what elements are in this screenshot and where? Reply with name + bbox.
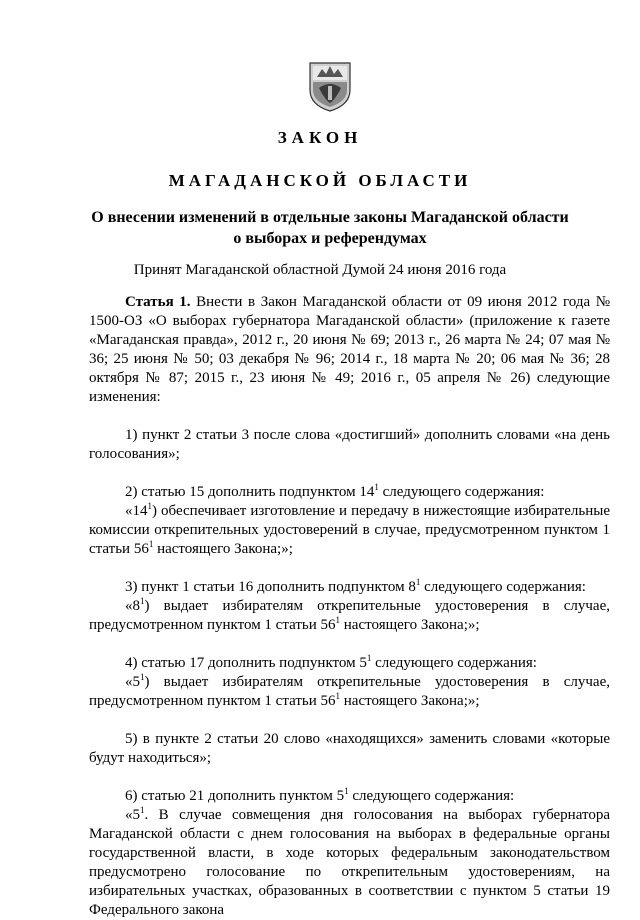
- region-heading: МАГАДАНСКОЙ ОБЛАСТИ: [168, 171, 472, 190]
- article-label: Статья 1.: [125, 294, 191, 310]
- law-subject: [60, 207, 600, 249]
- adoption-note: Принят Магаданской областной Думой 24 июня 2016 года: [133, 262, 507, 278]
- item-6: 6) статью 21 дополнить пунктом $5^1$ следующего содержания:: [125, 786, 515, 804]
- article-intro: Внести в Закон Магаданской области от 09 июня 2012 года № 1500-ОЗ «О выборах губернатора Магаданской области» (приложение к газете «Магаданская правда», 2012 г., 20 июня № 69; 2013 г., 26 марта № 24; 07 мая № 36; 25 июня № 50; 03 декабря № 96; 2014 г., 18 марта № 20; 06 мая № 36; 28 октября № 87; 2015 г., 23 июня № 49; 2016 г., 05 апреля № 26) следующие изменения:: [89, 294, 610, 405]
- law-heading: ЗАКОН: [277, 128, 363, 147]
- item-3-quote: «$8^1$) выдает избирателям открепительные удостоверения в случае, предусмотренном пунктом 1 статьи $56^1$ настоящего Закона;»;: [89, 596, 610, 633]
- item-4-quote: «$5^1$) выдает избирателям открепительные удостоверения в случае, предусмотренном пунктом 1 статьи $56^1$ настоящего Закона;»;: [89, 672, 610, 709]
- subject-line-1: О внесении изменений в отдельные законы Магаданской области: [91, 209, 569, 226]
- item-5: 5) в пункте 2 статьи 20 слово «находящихся» заменить словами «которые будут находиться»;: [89, 731, 610, 766]
- subject-line-2: о выборах и референдумах: [233, 230, 427, 247]
- item-2-quote: «$14^1$) обеспечивает изготовление и передачу в нижестоящие избирательные комиссии открепительных удостоверений в случае, предусмотренном пунктом 1 статьи $56^1$ настоящего Закона;»;: [89, 501, 610, 557]
- item-6-quote: «$5^1$. В случае совмещения дня голосования на выборах губернатора Магаданской области с днем голосования на выборах в федеральные органы государственной власти, в ходе которых федеральным законодательством предусмотрено голосование по открепительным удостоверениям, на избирательных участках, образованных в соответствии с пунктом 5 статьи 19 Федерального закона: [89, 805, 610, 918]
- document-body: [89, 293, 610, 920]
- article-1-paragraph: [89, 293, 610, 407]
- coat-of-arms-emblem: [307, 60, 353, 112]
- item-2: 2) статью 15 дополнить подпунктом $14^1$ следующего содержания:: [125, 482, 545, 500]
- item-1: 1) пункт 2 статьи 3 после слова «достигший» дополнить словами «на день голосования»;: [89, 427, 610, 462]
- item-4: 4) статью 17 дополнить подпунктом $5^1$ следующего содержания:: [125, 653, 537, 671]
- item-3: 3) пункт 1 статьи 16 дополнить подпунктом $8^1$ следующего содержания:: [125, 577, 586, 595]
